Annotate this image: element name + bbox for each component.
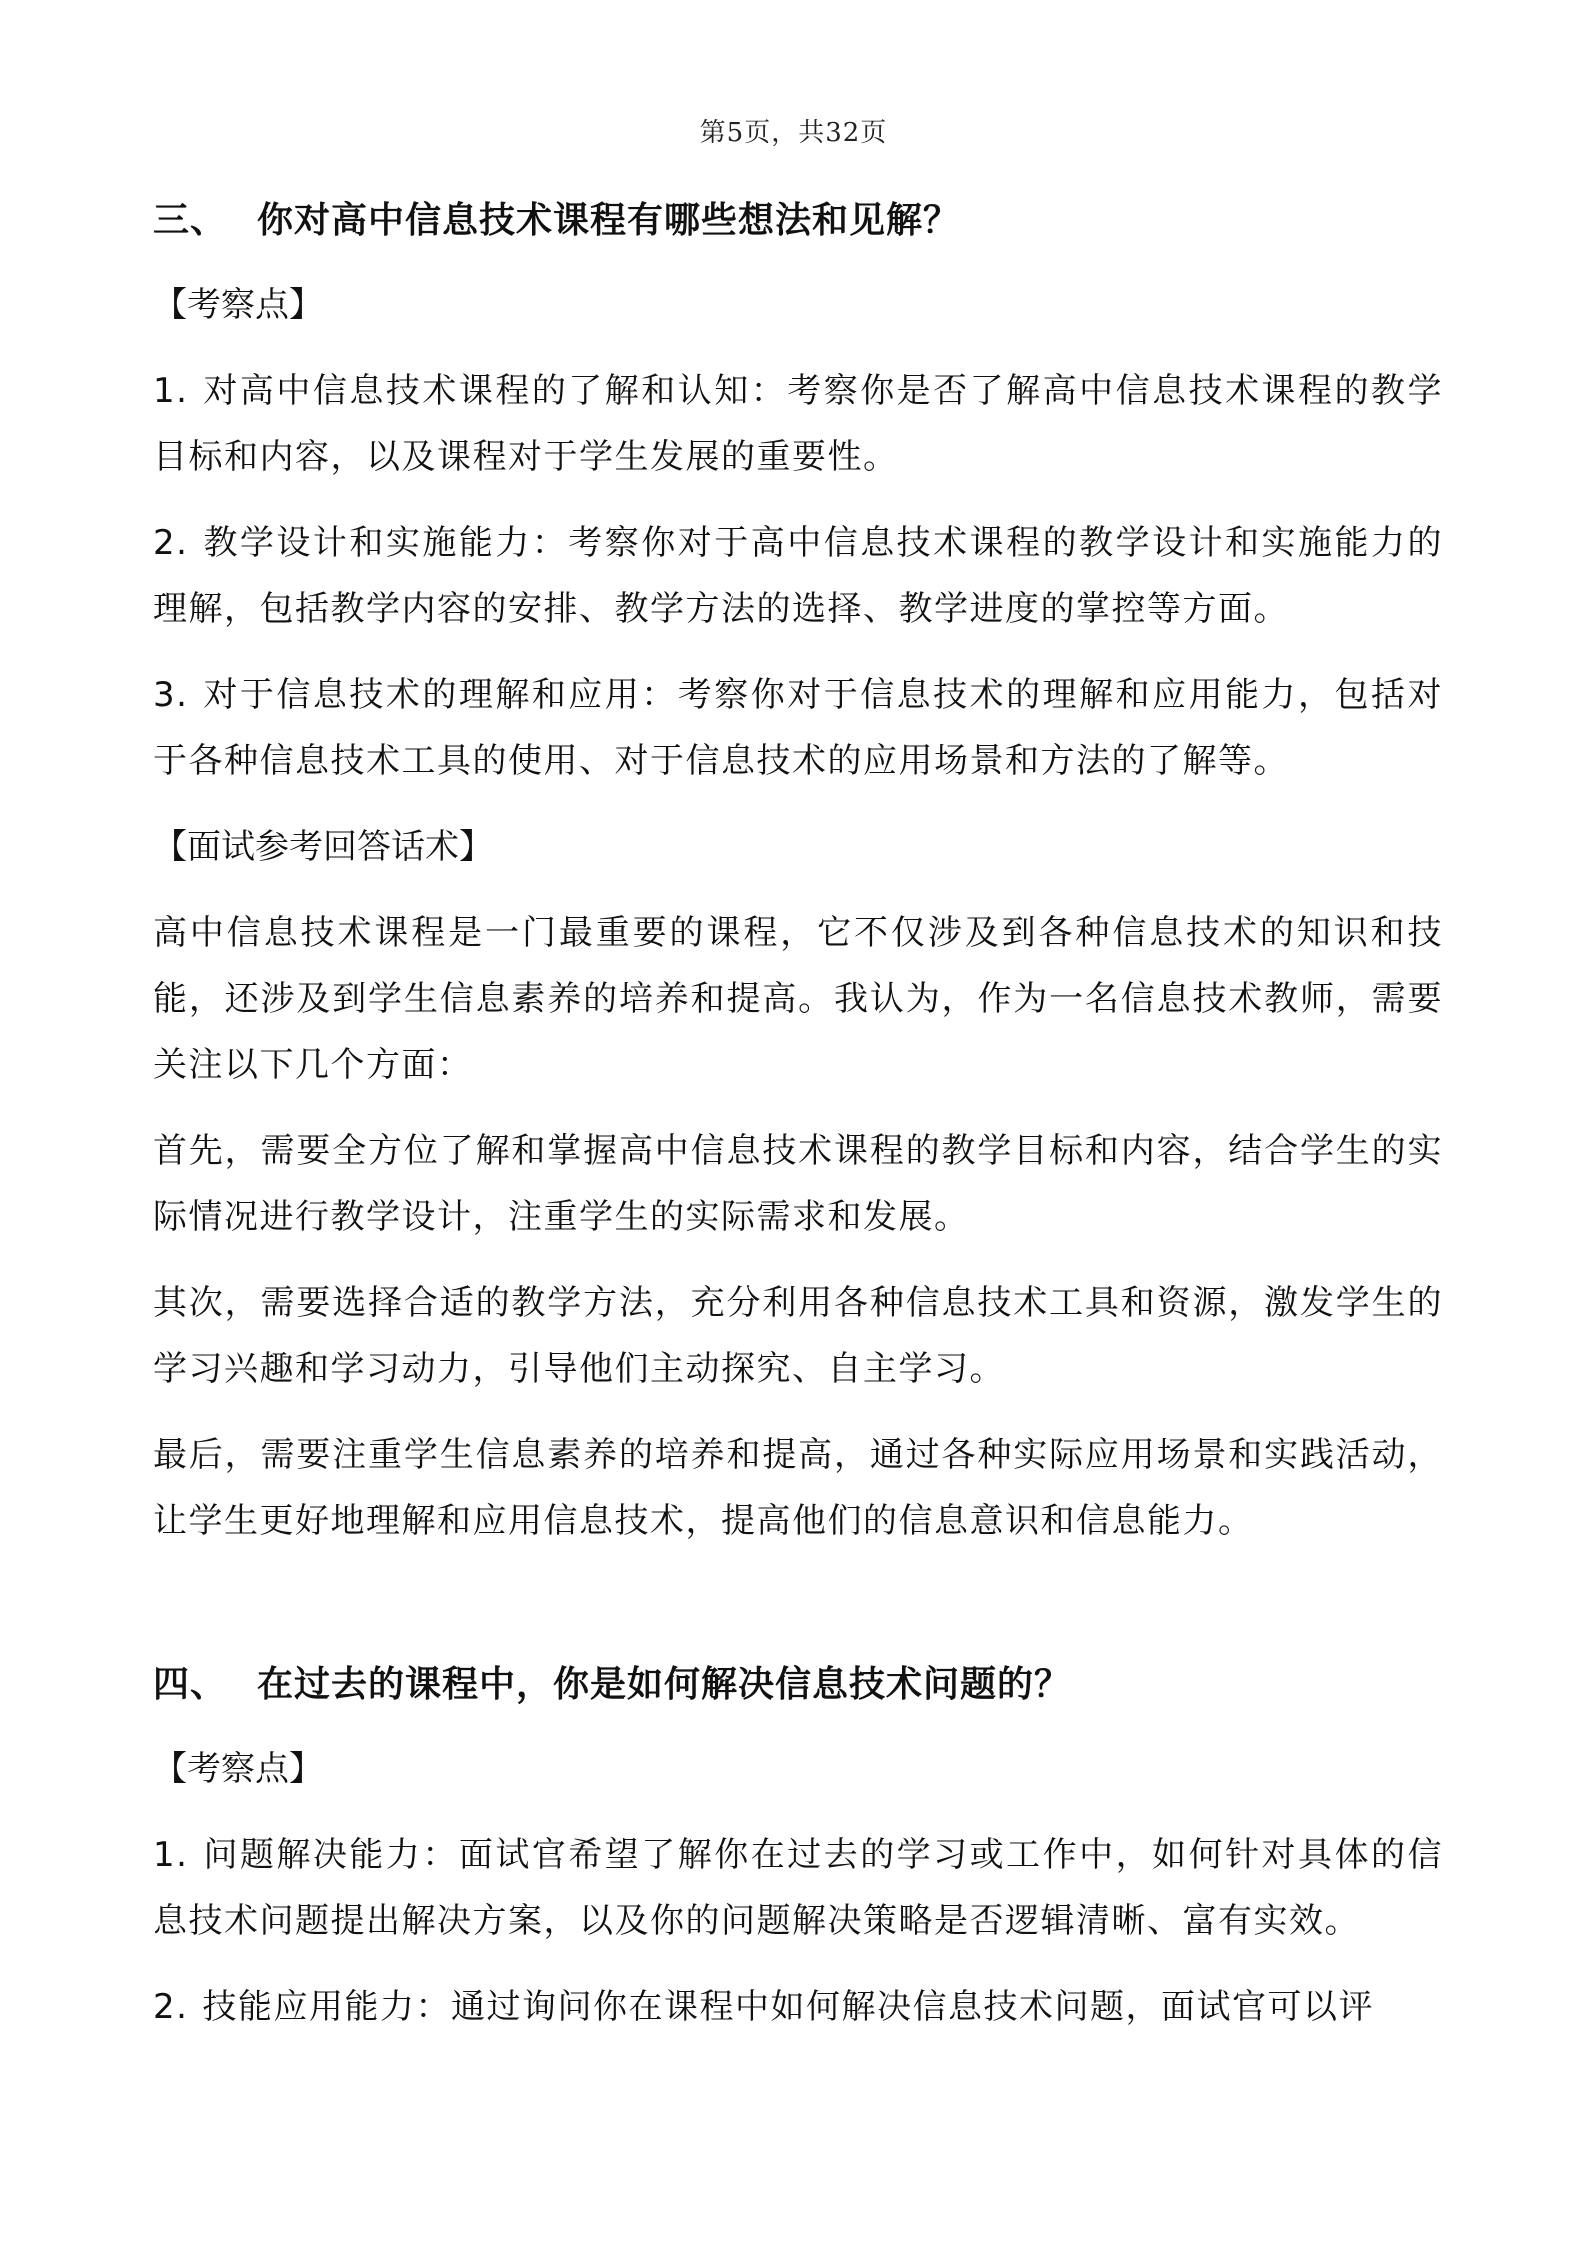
section-4-point-1	[153, 1822, 1443, 1954]
point-text: 教学设计和实施能力：考察你对于高中信息技术课程的教学设计和实施能力的理解，包括教学内容的安排、教学方法的选择、教学进度的掌控等方面。	[153, 523, 1443, 629]
section-3-answer-tag: 【面试参考回答话术】	[153, 827, 493, 867]
section-3-point-1	[153, 358, 1443, 490]
section-3-answer-3: 其次，需要选择合适的教学方法，充分利用各种信息技术工具和资源，激发学生的学习兴趣和学习动力，引导他们主动探究、自主学习。	[153, 1283, 1443, 1389]
section-3-answer-2: 首先，需要全方位了解和掌握高中信息技术课程的教学目标和内容，结合学生的实际情况进行教学设计，注重学生的实际需求和发展。	[153, 1131, 1443, 1237]
section-4-points-tag: 【考察点】	[153, 1749, 323, 1789]
point-index: 3.	[153, 675, 189, 715]
point-text: 对于信息技术的理解和应用：考察你对于信息技术的理解和应用能力，包括对于各种信息技术工具的使用、对于信息技术的应用场景和方法的了解等。	[153, 675, 1443, 781]
section-3-answer-1: 高中信息技术课程是一门最重要的课程，它不仅涉及到各种信息技术的知识和技能，还涉及到学生信息素养的培养和提高。我认为，作为一名信息技术教师，需要关注以下几个方面：	[153, 913, 1443, 1085]
point-text: 对高中信息技术课程的了解和认知：考察你是否了解高中信息技术课程的教学目标和内容，以及课程对于学生发展的重要性。	[153, 371, 1443, 477]
section-4-title: 在过去的课程中，你是如何解决信息技术问题的？	[257, 1664, 1072, 1705]
section-4-number: 四、	[153, 1664, 228, 1705]
section-3-number: 三、	[153, 200, 228, 241]
section-3-heading	[153, 190, 1443, 252]
point-index: 2.	[153, 1987, 189, 2027]
section-4-point-2	[153, 1974, 1443, 2040]
page-indicator: 第5页，共32页	[699, 118, 888, 148]
section-3-point-2	[153, 510, 1443, 642]
point-text: 问题解决能力：面试官希望了解你在过去的学习或工作中，如何针对具体的信息技术问题提出解决方案，以及你的问题解决策略是否逻辑清晰、富有实效。	[153, 1835, 1443, 1941]
document-body	[153, 190, 1443, 2060]
section-3-points-tag: 【考察点】	[153, 285, 323, 325]
point-index: 1.	[153, 371, 189, 411]
point-index: 2.	[153, 523, 189, 563]
point-text: 技能应用能力：通过询问你在课程中如何解决信息技术问题，面试官可以评	[202, 1987, 1374, 2027]
point-index: 1.	[153, 1835, 189, 1875]
section-4-heading	[153, 1654, 1443, 1716]
section-3-answer-4: 最后，需要注重学生信息素养的培养和提高，通过各种实际应用场景和实践活动，让学生更好地理解和应用信息技术，提高他们的信息意识和信息能力。	[153, 1435, 1443, 1541]
section-3-point-3	[153, 662, 1443, 794]
section-3-title: 你对高中信息技术课程有哪些想法和见解？	[257, 200, 961, 241]
